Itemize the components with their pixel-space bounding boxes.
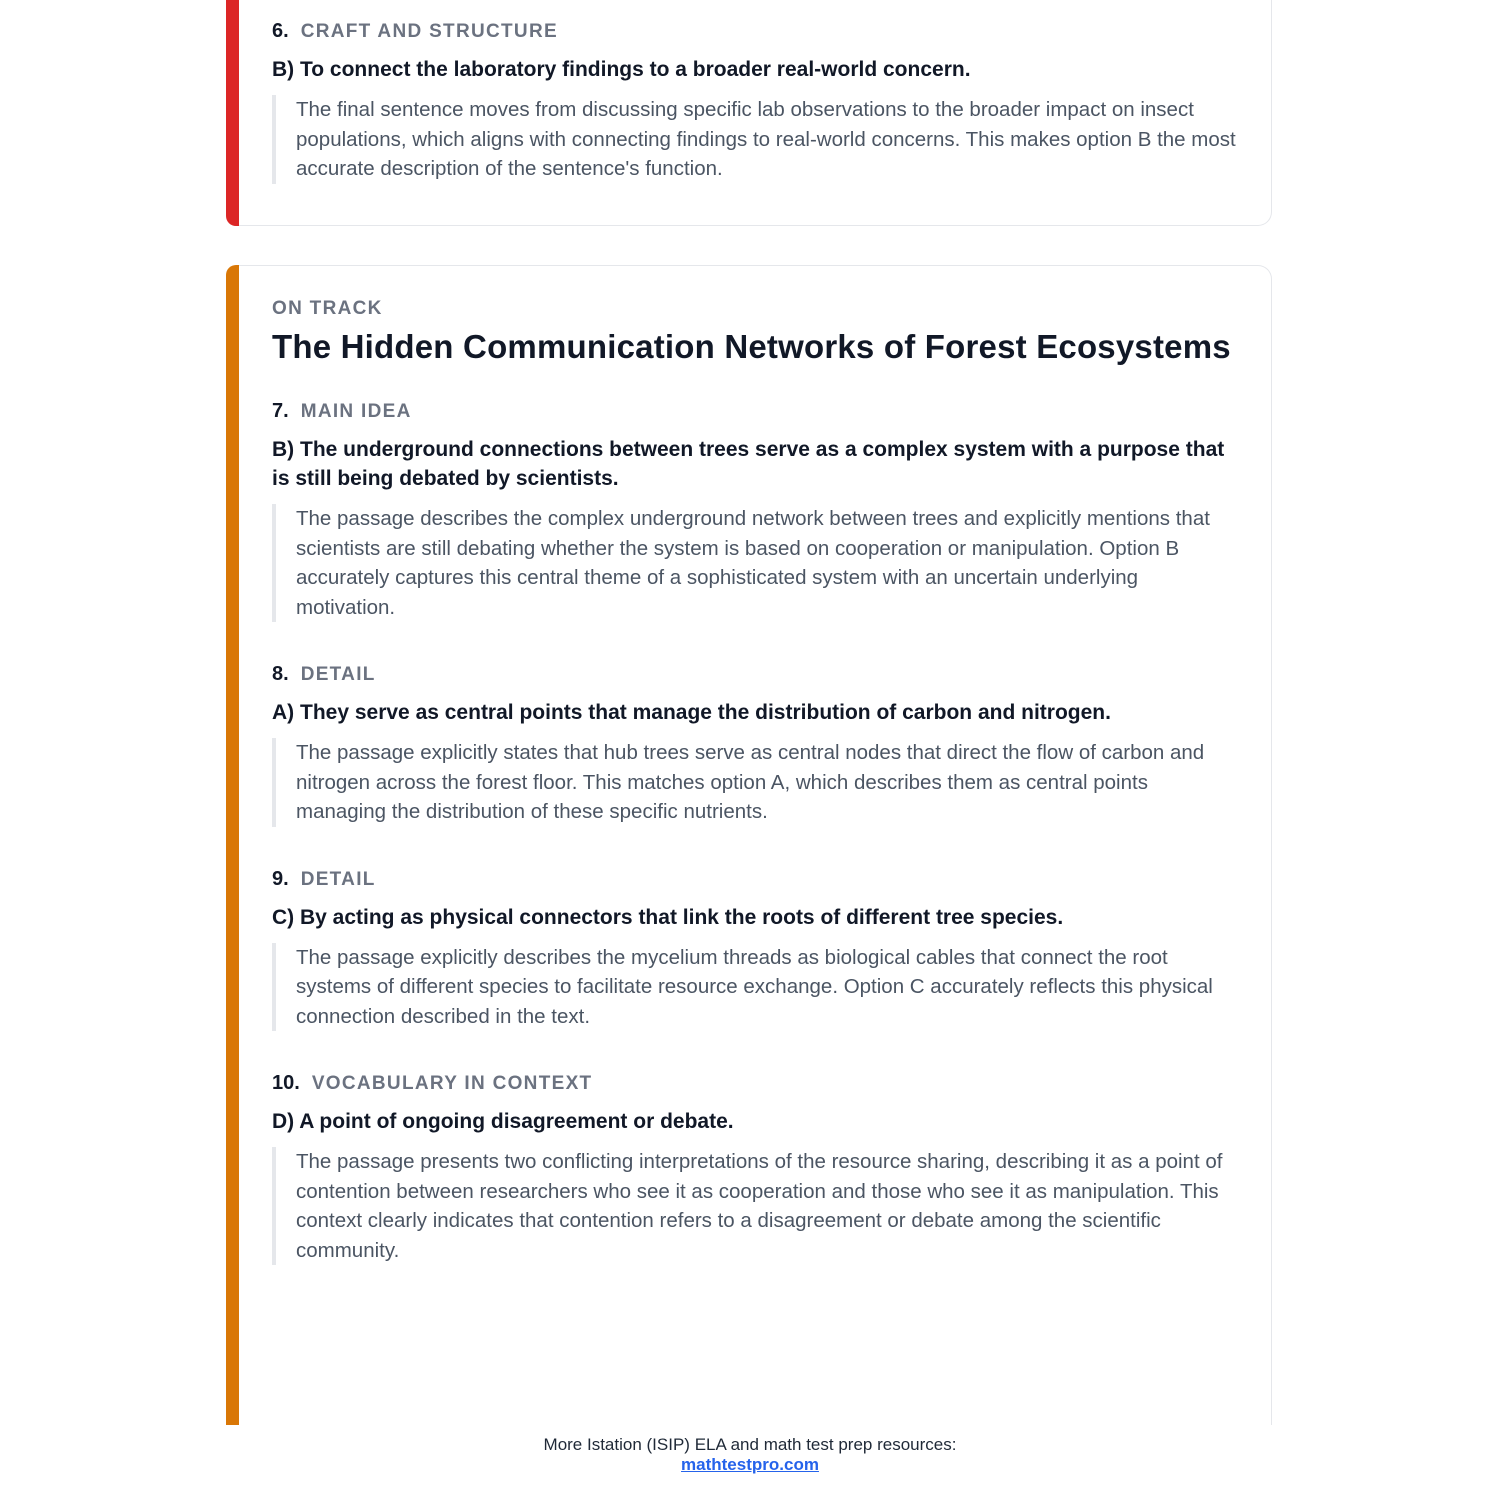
question-9 xyxy=(272,868,1241,1032)
section-label: ON TRACK xyxy=(272,298,383,319)
question-10 xyxy=(272,1072,1241,1265)
footer xyxy=(0,1435,1500,1475)
question-6 xyxy=(272,20,1241,184)
question-category: DETAIL xyxy=(300,868,376,890)
answer-card-1 xyxy=(226,0,1272,226)
question-number: 8. xyxy=(272,663,289,685)
question-number: 10. xyxy=(272,1072,300,1094)
answer-explanation: The final sentence moves from discussing specific lab observations to the broader impact on insect populations, which aligns with connecting findings to real-world concerns. This makes option B the most accurate description of the sentence's function. xyxy=(272,95,1241,184)
question-category: DETAIL xyxy=(300,664,376,685)
correct-answer: B) To connect the laboratory findings to a broader real-world concern. xyxy=(272,58,971,81)
correct-answer: B) The underground connections between trees serve as a complex system with a purpose that is still being debated by scientists. xyxy=(272,438,1225,490)
footer-text: More Istation (ISIP) ELA and math test prep resources: xyxy=(543,1435,957,1454)
correct-answer: D) A point of ongoing disagreement or debate. xyxy=(272,1110,734,1133)
question-category: CRAFT AND STRUCTURE xyxy=(300,21,558,42)
question-7 xyxy=(272,400,1241,622)
answer-explanation: The passage presents two conflicting interpretations of the resource sharing, describing it as a point of contention between researchers who see it as cooperation and those who see it as manipulation. This context clearly indicates that contention refers to a disagreement or debate among the scientific community. xyxy=(272,1147,1241,1265)
correct-answer: A) They serve as central points that manage the distribution of carbon and nitrogen. xyxy=(272,701,1111,724)
passage-title: The Hidden Communication Networks of Forest Ecosystems xyxy=(272,328,1231,365)
question-8 xyxy=(272,663,1241,827)
answer-explanation: The passage explicitly states that hub trees serve as central nodes that direct the flow of carbon and nitrogen across the forest floor. This matches option A, which describes them as central points managing the distribution of these specific nutrients. xyxy=(272,738,1241,827)
footer-link[interactable]: mathtestpro.com xyxy=(681,1455,819,1474)
answer-explanation: The passage describes the complex underground network between trees and explicitly mentions that scientists are still debating whether the system is based on cooperation or manipulation. Option B accurately captures this central theme of a sophisticated system with an uncertain underlying motivation. xyxy=(272,504,1241,622)
question-category: MAIN IDEA xyxy=(300,401,412,422)
correct-answer: C) By acting as physical connectors that link the roots of different tree species. xyxy=(272,905,1064,929)
answer-card-2 xyxy=(226,265,1272,1425)
accent-bar-orange xyxy=(226,265,239,1425)
accent-bar-red xyxy=(226,0,239,226)
question-number: 6. xyxy=(272,20,289,42)
question-category: VOCABULARY IN CONTEXT xyxy=(311,1073,593,1094)
answer-explanation: The passage explicitly describes the mycelium threads as biological cables that connect the root systems of different species to facilitate resource exchange. Option C accurately reflects this physical connection described in the text. xyxy=(272,943,1241,1032)
question-number: 9. xyxy=(272,867,289,890)
question-number: 7. xyxy=(272,400,289,422)
